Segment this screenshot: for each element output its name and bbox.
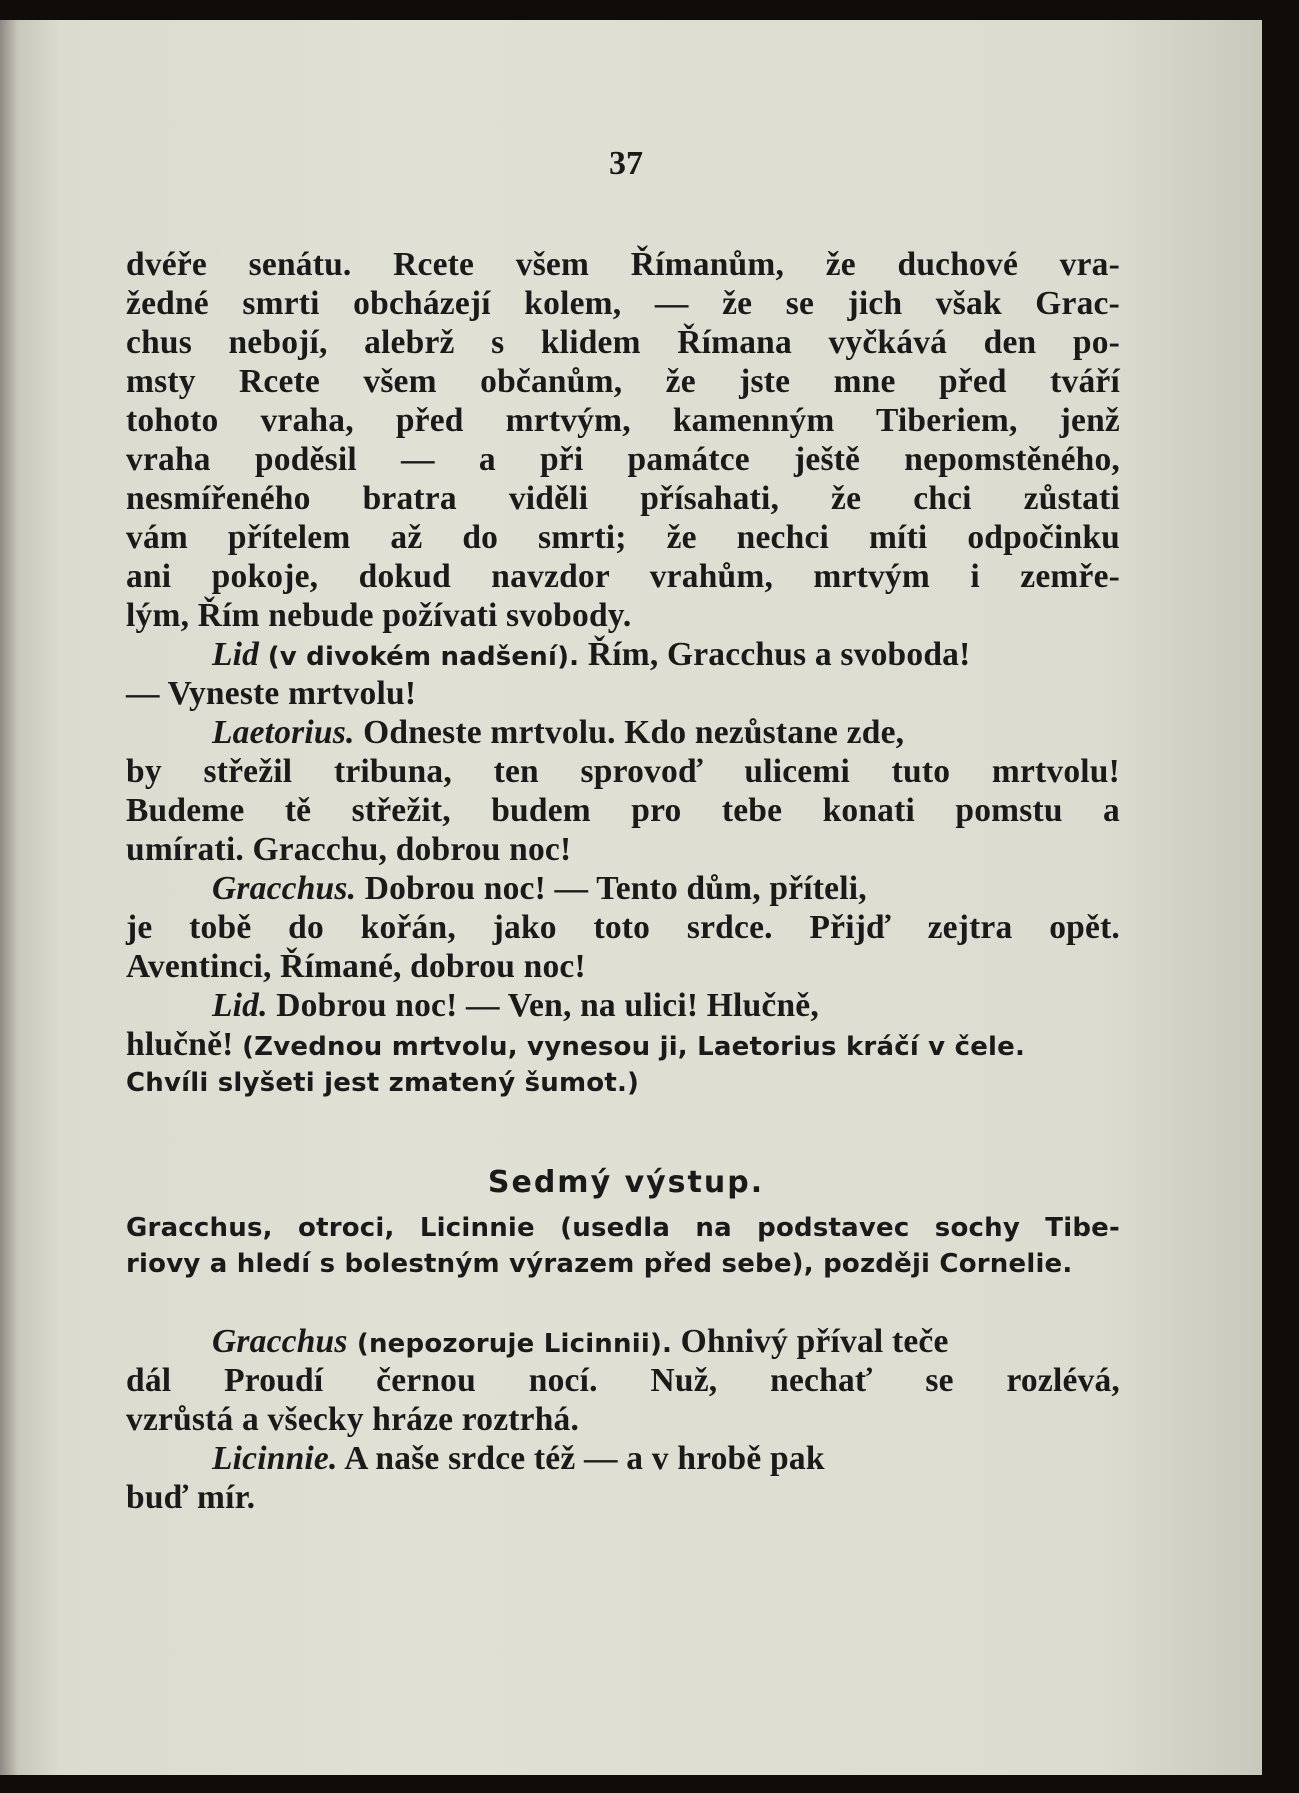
dialogue-text: Ohnivý příval teče: [672, 1323, 949, 1360]
speaker-name: Gracchus: [212, 1323, 348, 1360]
text-line: žedné smrti obcházejí kolem, — že se jich však Grac-: [126, 285, 1120, 322]
speaker-name: Gracchus.: [212, 870, 357, 907]
text-line: chus nebojí, alebrž s klidem Římana vyčkává den po-: [126, 324, 1120, 361]
text-line: by střežil tribuna, ten sprovoď ulicemi tuto mrtvolu!: [126, 753, 1120, 790]
text-line: Aventinci, Římané, dobrou noc!: [126, 948, 586, 985]
dialogue-text: hlučně!: [126, 1026, 243, 1063]
stage-direction: (v divokém nadšení).: [267, 642, 580, 672]
dialogue-text: Řím, Gracchus a svoboda!: [587, 636, 971, 673]
text-line: — Vyneste mrtvolu!: [126, 675, 417, 712]
text-line: msty Rcete všem občanům, že jste mne před tváří: [126, 363, 1120, 400]
dialogue-text: Dobrou noc! — Ven, na ulici! Hlučně,: [276, 987, 819, 1024]
dialogue-line: [126, 1320, 949, 1364]
text-line: vám přítelem až do smrti; že nechci míti odpočinku: [126, 519, 1120, 556]
text-line: je tobě do kořán, jako toto srdce. Přijď zejtra opět.: [126, 909, 1120, 946]
page-content: [126, 20, 1126, 1775]
text-line: buď mír.: [126, 1479, 256, 1516]
dialogue-line: [126, 1437, 825, 1481]
text-line: vzrůstá a všecky hráze roztrhá.: [126, 1401, 580, 1438]
text-line: dvéře senátu. Rcete všem Římanům, že duchové vra-: [126, 246, 1120, 283]
page-number: 37: [609, 145, 643, 182]
speaker-name: Laetorius.: [212, 714, 355, 751]
text-line: Budeme tě střežit, budem pro tebe konati pomstu a: [126, 792, 1120, 829]
section-title: Sedmý výstup.: [487, 1165, 765, 1200]
cast-line: Gracchus, otroci, Licinnie (usedla na podstavec sochy Tibe-: [126, 1213, 1120, 1243]
stage-direction: (nepozoruje Licinnii).: [347, 1329, 673, 1359]
dialogue-line: [126, 711, 904, 755]
speaker-name: Lid.: [212, 987, 268, 1024]
text-line: lým, Řím nebude požívati svobody.: [126, 597, 632, 634]
dialogue-line: [126, 867, 867, 911]
dialogue-text: Odneste mrtvolu. Kdo nezůstane zde,: [363, 714, 905, 751]
dialogue-text: A naše srdce též — a v hrobě pak: [337, 1440, 825, 1477]
text-line: vraha poděsil — a při památce ještě nepomstěného,: [126, 441, 1120, 478]
text-line: umírati. Gracchu, dobrou noc!: [126, 831, 572, 868]
text-line: nesmířeného bratra viděli přísahati, že chci zůstati: [126, 480, 1120, 517]
text-line: ani pokoje, dokud navzdor vrahům, mrtvým i zemře-: [126, 558, 1120, 595]
dialogue-line: [126, 984, 819, 1028]
book-page: [0, 20, 1262, 1775]
dialogue-line: [126, 633, 970, 677]
cast-line: riovy a hledí s bolestným výrazem před sebe), později Cornelie.: [126, 1249, 1073, 1279]
stage-direction: (Zvednou mrtvolu, vynesou ji, Laetorius kráčí v čele.: [242, 1032, 1026, 1062]
speaker-name: Licinnie.: [212, 1440, 338, 1477]
speaker-name: Lid: [212, 636, 260, 673]
text-line: tohoto vraha, před mrtvým, kamenným Tiberiem, jenž: [126, 402, 1120, 439]
dialogue-text: Dobrou noc! — Tento dům, příteli,: [364, 870, 867, 907]
stage-direction: Chvíli slyšeti jest zmatený šumot.): [126, 1068, 640, 1098]
dialogue-line: [126, 1023, 1025, 1067]
text-line: dál Proudí černou nocí. Nuž, nechať se rozlévá,: [126, 1362, 1120, 1399]
